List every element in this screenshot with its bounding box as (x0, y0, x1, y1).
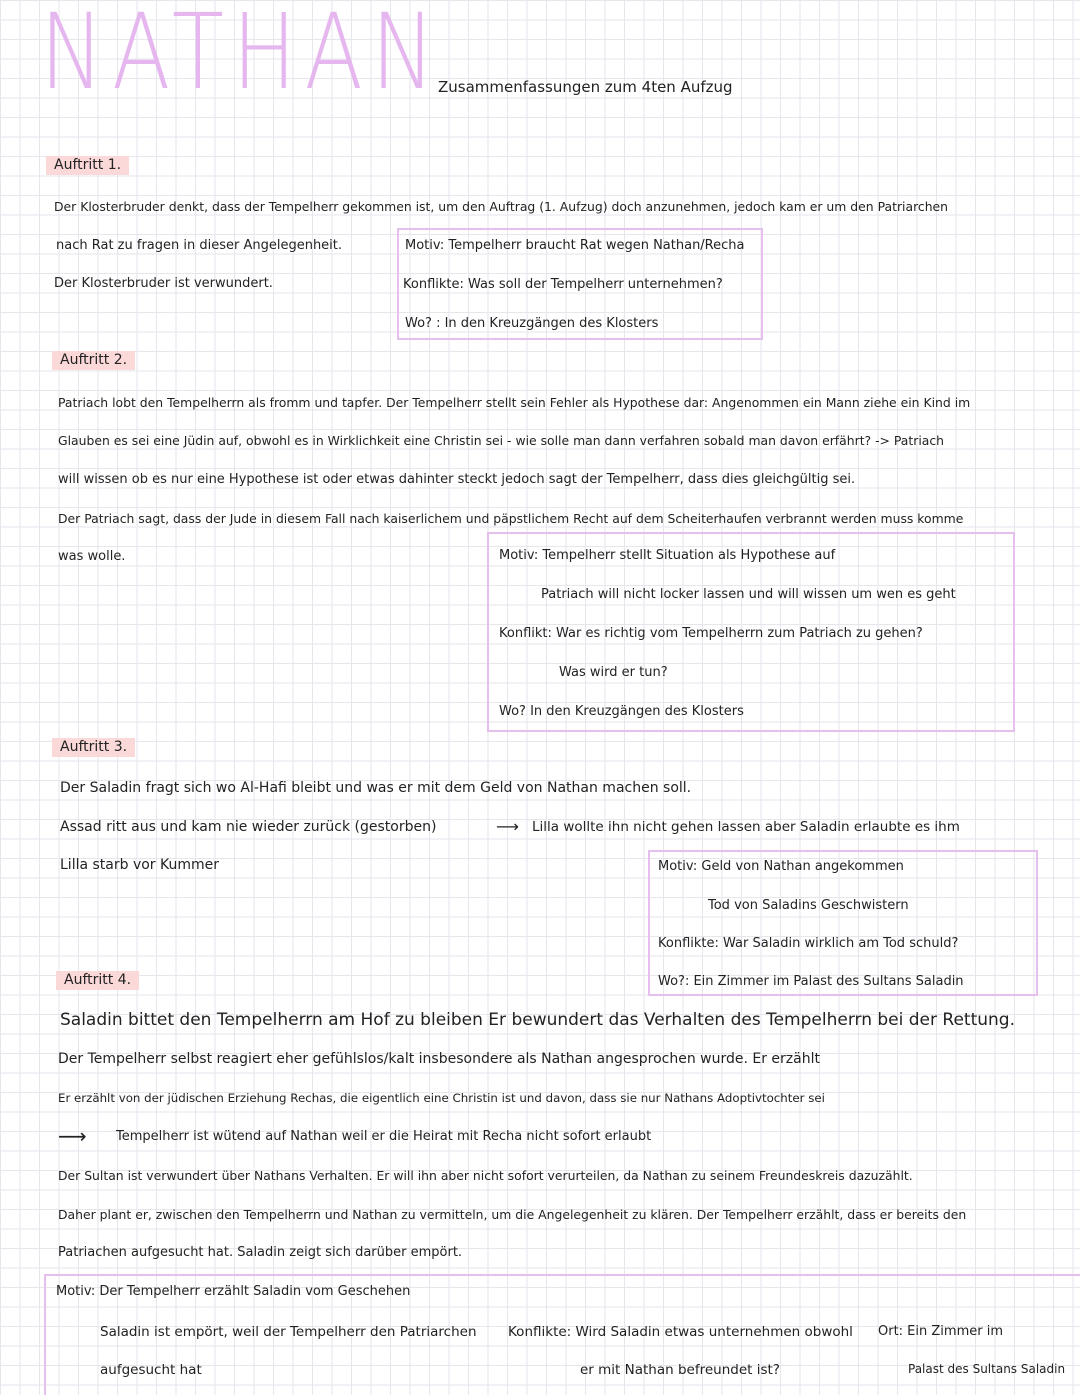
a4-line-3: Er erzählt von der jüdischen Erziehung Rechas, die eigentlich eine Christin ist und davon, dass sie nur Nathans Adoptivtochter sei (58, 1091, 825, 1105)
heading-auftritt-3: Auftritt 3. (52, 738, 135, 757)
a1-line-2: nach Rat zu fragen in dieser Angelegenheit. (56, 238, 343, 253)
a4-notes-box (44, 1274, 1080, 1395)
a3-line-2a: Assad ritt aus und kam nie wieder zurück (gestorben) (60, 819, 437, 835)
a3-notes-box (648, 850, 1038, 996)
a4-line-4: Tempelherr ist wütend auf Nathan weil er die Heirat mit Recha nicht sofort erlaubt (116, 1129, 652, 1144)
a2-line-5: was wolle. (58, 549, 126, 564)
a2-line-2: Glauben es sei eine Jüdin auf, obwohl es in Wirklichkeit eine Christin sei - wie solle man dann verfahren sobald man davon erfährt? -> Patriach (58, 433, 945, 448)
heading-auftritt-1: Auftritt 1. (46, 156, 129, 175)
a4-ort-1: Ort: Ein Zimmer im (878, 1324, 1003, 1339)
a1-konflikt: Konflikte: Was soll der Tempelherr unternehmen? (403, 277, 723, 292)
a1-line-3: Der Klosterbruder ist verwundert. (54, 276, 273, 291)
a2-line-3: will wissen ob es nur eine Hypothese ist oder etwas dahinter steckt jedoch sagt der Tempelherr, dass dies gleichgültig sei. (58, 472, 856, 487)
a3-line-2b: Lilla wollte ihn nicht gehen lassen aber Saladin erlaubte es ihm (532, 819, 960, 835)
a4-line-7: Patriachen aufgesucht hat. Saladin zeigt sich darüber empört. (58, 1245, 463, 1260)
a3-line-1: Der Saladin fragt sich wo Al-Hafi bleibt und was er mit dem Geld von Nathan machen soll. (60, 780, 692, 796)
a1-wo: Wo? : In den Kreuzgängen des Klosters (405, 316, 659, 331)
a2-konflikt-2: Was wird er tun? (559, 665, 668, 680)
a4-line-1: Saladin bittet den Tempelherrn am Hof zu bleiben Er bewundert das Verhalten des Tempelherrn bei der Rettung. (60, 1010, 1015, 1030)
a4-line-6: Daher plant er, zwischen den Tempelherrn und Nathan zu vermitteln, um die Angelegenheit zu klären. Der Tempelherr erzählt, dass er bereits den (58, 1207, 967, 1222)
a1-notes-box (397, 228, 763, 340)
a2-wo: Wo? In den Kreuzgängen des Klosters (499, 704, 744, 719)
a3-motiv-2: Tod von Saladins Geschwistern (708, 898, 909, 913)
a4-konflikt-2: er mit Nathan befreundet ist? (580, 1362, 780, 1378)
a2-motiv-1: Motiv: Tempelherr stellt Situation als Hypothese auf (499, 548, 836, 563)
a2-line-4: Der Patriach sagt, dass der Jude in diesem Fall nach kaiserlichem und päpstlichem Recht auf dem Scheiterhaufen verbrannt werden muss komme (58, 511, 964, 526)
page-subtitle: Zusammenfassungen zum 4ten Aufzug (438, 78, 733, 96)
a2-notes-box (487, 532, 1015, 732)
a4-line-2: Der Tempelherr selbst reagiert eher gefühlslos/kalt insbesondere als Nathan angesprochen wurde. Er erzählt (58, 1051, 820, 1067)
a3-motiv-1: Motiv: Geld von Nathan angekommen (658, 859, 904, 874)
a4-motiv-2a: Saladin ist empört, weil der Tempelherr den Patriarchen (100, 1324, 477, 1340)
arrow-right-icon: ⟶ (496, 817, 519, 836)
a1-line-1: Der Klosterbruder denkt, dass der Tempelherr gekommen ist, um den Auftrag (1. Aufzug) doch anzunehmen, jedoch kam er um den Patriarchen (54, 199, 949, 214)
a2-konflikt-1: Konflikt: War es richtig vom Tempelherrn zum Patriach zu gehen? (499, 626, 923, 641)
a1-motiv: Motiv: Tempelherr braucht Rat wegen Nathan/Recha (405, 238, 745, 253)
a3-wo: Wo?: Ein Zimmer im Palast des Sultans Saladin (658, 974, 964, 989)
a4-line-5: Der Sultan ist verwundert über Nathans Verhalten. Er will ihn aber nicht sofort verurteilen, da Nathan zu seinem Freundeskreis dazuzählt. (58, 1168, 913, 1183)
heading-auftritt-2: Auftritt 2. (52, 351, 135, 370)
arrow-right-icon: ⟶ (58, 1124, 87, 1148)
a3-konflikt: Konflikte: War Saladin wirklich am Tod schuld? (658, 936, 959, 951)
page-title: NATHAN (40, 0, 444, 113)
a4-ort-2: Palast des Sultans Saladin (908, 1362, 1066, 1376)
a4-motiv-1: Motiv: Der Tempelherr erzählt Saladin vom Geschehen (56, 1284, 411, 1299)
a3-line-3: Lilla starb vor Kummer (60, 857, 220, 873)
a2-line-1: Patriach lobt den Tempelherrn als fromm und tapfer. Der Tempelherr stellt sein Fehler als Hypothese dar: Angenommen ein Mann ziehe ein Kind im (58, 395, 971, 410)
a4-motiv-2b: aufgesucht hat (100, 1362, 202, 1378)
heading-auftritt-4: Auftritt 4. (56, 971, 139, 990)
a4-konflikt-1: Konflikte: Wird Saladin etwas unternehmen obwohl (508, 1324, 853, 1340)
a2-motiv-2: Patriach will nicht locker lassen und will wissen um wen es geht (541, 587, 956, 602)
